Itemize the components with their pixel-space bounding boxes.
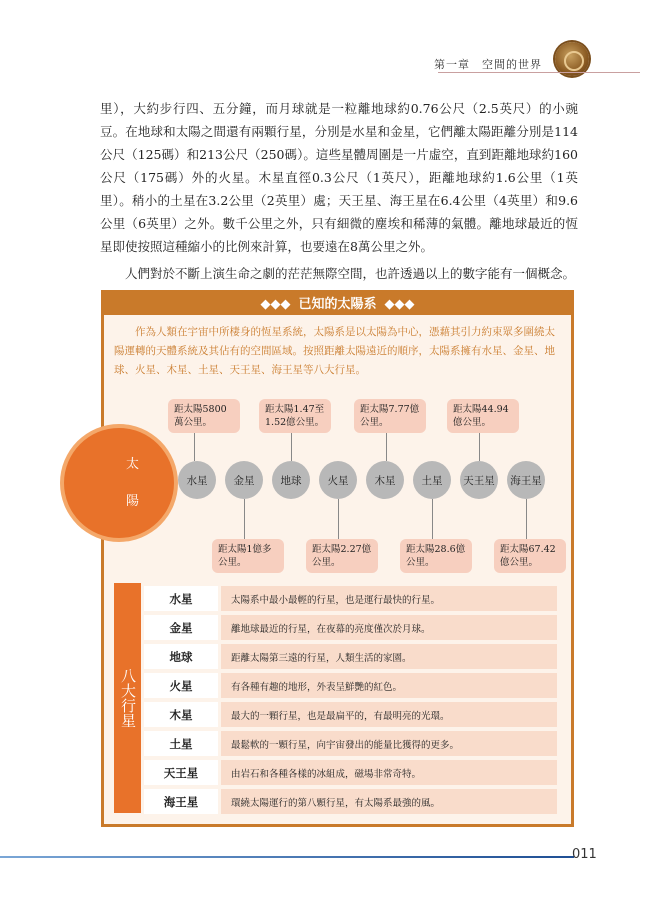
distance-label-mercury: 距太陽5800萬公里。 (168, 399, 240, 433)
table-row (144, 644, 557, 669)
planet-name: 木星 (144, 702, 218, 727)
box-title: 已知的太陽系 (298, 297, 377, 312)
planet-saturn: 土星 (413, 461, 451, 499)
planet-desc: 離地球最近的行星，在夜幕的亮度僅次於月球。 (221, 615, 557, 640)
paragraph-2: 人們對於不斷上演生命之劇的茫茫無際空間，也許透過以上的數字能有一個概念。 (125, 266, 576, 281)
paragraph-1: 里），大約步行四、五分鐘，而月球就是一粒離地球約0.76公尺（2.5英尺）的小豌豆。在地球和太陽之間還有兩顆行星，分別是水星和金星，它們離太陽距離分別是114公尺（125碼）和213公尺（250碼）。這些星體周圍是一片虛空，直到距離地球約160公尺（175碼）外的火星。木星直徑0.3公尺（1英尺），距離地球約1.6公里（1英里）。稍小的土星在3.2公里（2英里）處；天王星、海王星在6.4公里（4英里）和9.6公里（6英里）之外。數千公里之外，只有細微的塵埃和稀薄的氣體。離地球最近的恆星即使按照這種縮小的比例來計算，也要遠在8萬公里之外。 (100, 101, 578, 254)
planet-mars: 火星 (319, 461, 357, 499)
planet-name: 天王星 (144, 760, 218, 785)
planet-uranus: 天王星 (460, 461, 498, 499)
sun-label-1: 太 (126, 457, 140, 472)
connector-line (432, 499, 433, 539)
distance-label-neptune: 距太陽67.42億公里。 (494, 539, 566, 573)
planet-desc: 太陽系中最小最輕的行星，也是運行最快的行星。 (221, 586, 557, 611)
planet-mercury: 水星 (178, 461, 216, 499)
planet-desc: 由岩石和各種各樣的冰組成，磁場非常奇特。 (221, 760, 557, 785)
planet-venus: 金星 (225, 461, 263, 499)
planet-name: 水星 (144, 586, 218, 611)
sun-illustration (64, 428, 174, 538)
distance-label-venus: 距太陽1億多公里。 (212, 539, 284, 573)
planet-name: 土星 (144, 731, 218, 756)
table-row (144, 789, 557, 814)
planet-jupiter: 木星 (366, 461, 404, 499)
planet-name: 地球 (144, 644, 218, 669)
body-text (100, 97, 578, 285)
box-intro: 作為人類在宇宙中所棲身的恆星系統，太陽系是以太陽為中心，憑藉其引力約束眾多圍繞太陽運轉的天體系統及其佔有的空間區域。按照距離太陽遠近的順序，太陽系擁有水星、金星、地球、火星、木星、土星、天王星、海王星等八大行星。 (114, 326, 555, 376)
table-row (144, 615, 557, 640)
box-header (104, 293, 571, 315)
planet-earth: 地球 (272, 461, 310, 499)
sun-label-2: 陽 (126, 494, 140, 509)
chapter-title: 第一章 空間的世界 (434, 58, 542, 71)
table-row (144, 586, 557, 611)
planet-desc: 環繞太陽運行的第八顆行星，有太陽系最強的風。 (221, 789, 557, 814)
connector-line (479, 433, 480, 461)
planet-name: 火星 (144, 673, 218, 698)
connector-line (194, 433, 195, 461)
connector-line (526, 499, 527, 539)
distance-label-earth: 距太陽1.47至1.52億公里。 (259, 399, 331, 433)
solar-system-box (101, 290, 574, 827)
planet-desc: 有各種有趣的地形，外表呈鮮艷的紅色。 (221, 673, 557, 698)
table-row (144, 760, 557, 785)
distance-label-mars: 距太陽2.27億公里。 (306, 539, 378, 573)
table-row (144, 673, 557, 698)
planet-desc: 最大的一顆行星，也是最扁平的，有最明亮的光環。 (221, 702, 557, 727)
connector-line (291, 433, 292, 461)
table-row (144, 731, 557, 756)
page-number: 011 (572, 847, 597, 862)
planet-name: 海王星 (144, 789, 218, 814)
connector-line (244, 499, 245, 539)
distance-label-uranus: 距太陽44.94億公里。 (447, 399, 519, 433)
connector-line (338, 499, 339, 539)
planet-desc: 最鬆軟的一顆行星，向宇宙發出的能量比獲得的更多。 (221, 731, 557, 756)
planet-neptune: 海王星 (507, 461, 545, 499)
distance-label-jupiter: 距太陽7.77億公里。 (354, 399, 426, 433)
planet-desc: 距離太陽第三遠的行星，人類生活的家園。 (221, 644, 557, 669)
header-rule (438, 72, 640, 73)
footer-rule (0, 856, 574, 858)
planet-name: 金星 (144, 615, 218, 640)
connector-line (386, 433, 387, 461)
distance-label-saturn: 距太陽28.6億公里。 (400, 539, 472, 573)
table-side-label: 八大行星 (114, 583, 141, 813)
compass-medallion-icon (555, 42, 589, 76)
table-row (144, 702, 557, 727)
right-ornament-icon: ◆◆◆ (384, 297, 415, 312)
left-ornament-icon: ◆◆◆ (260, 297, 291, 312)
